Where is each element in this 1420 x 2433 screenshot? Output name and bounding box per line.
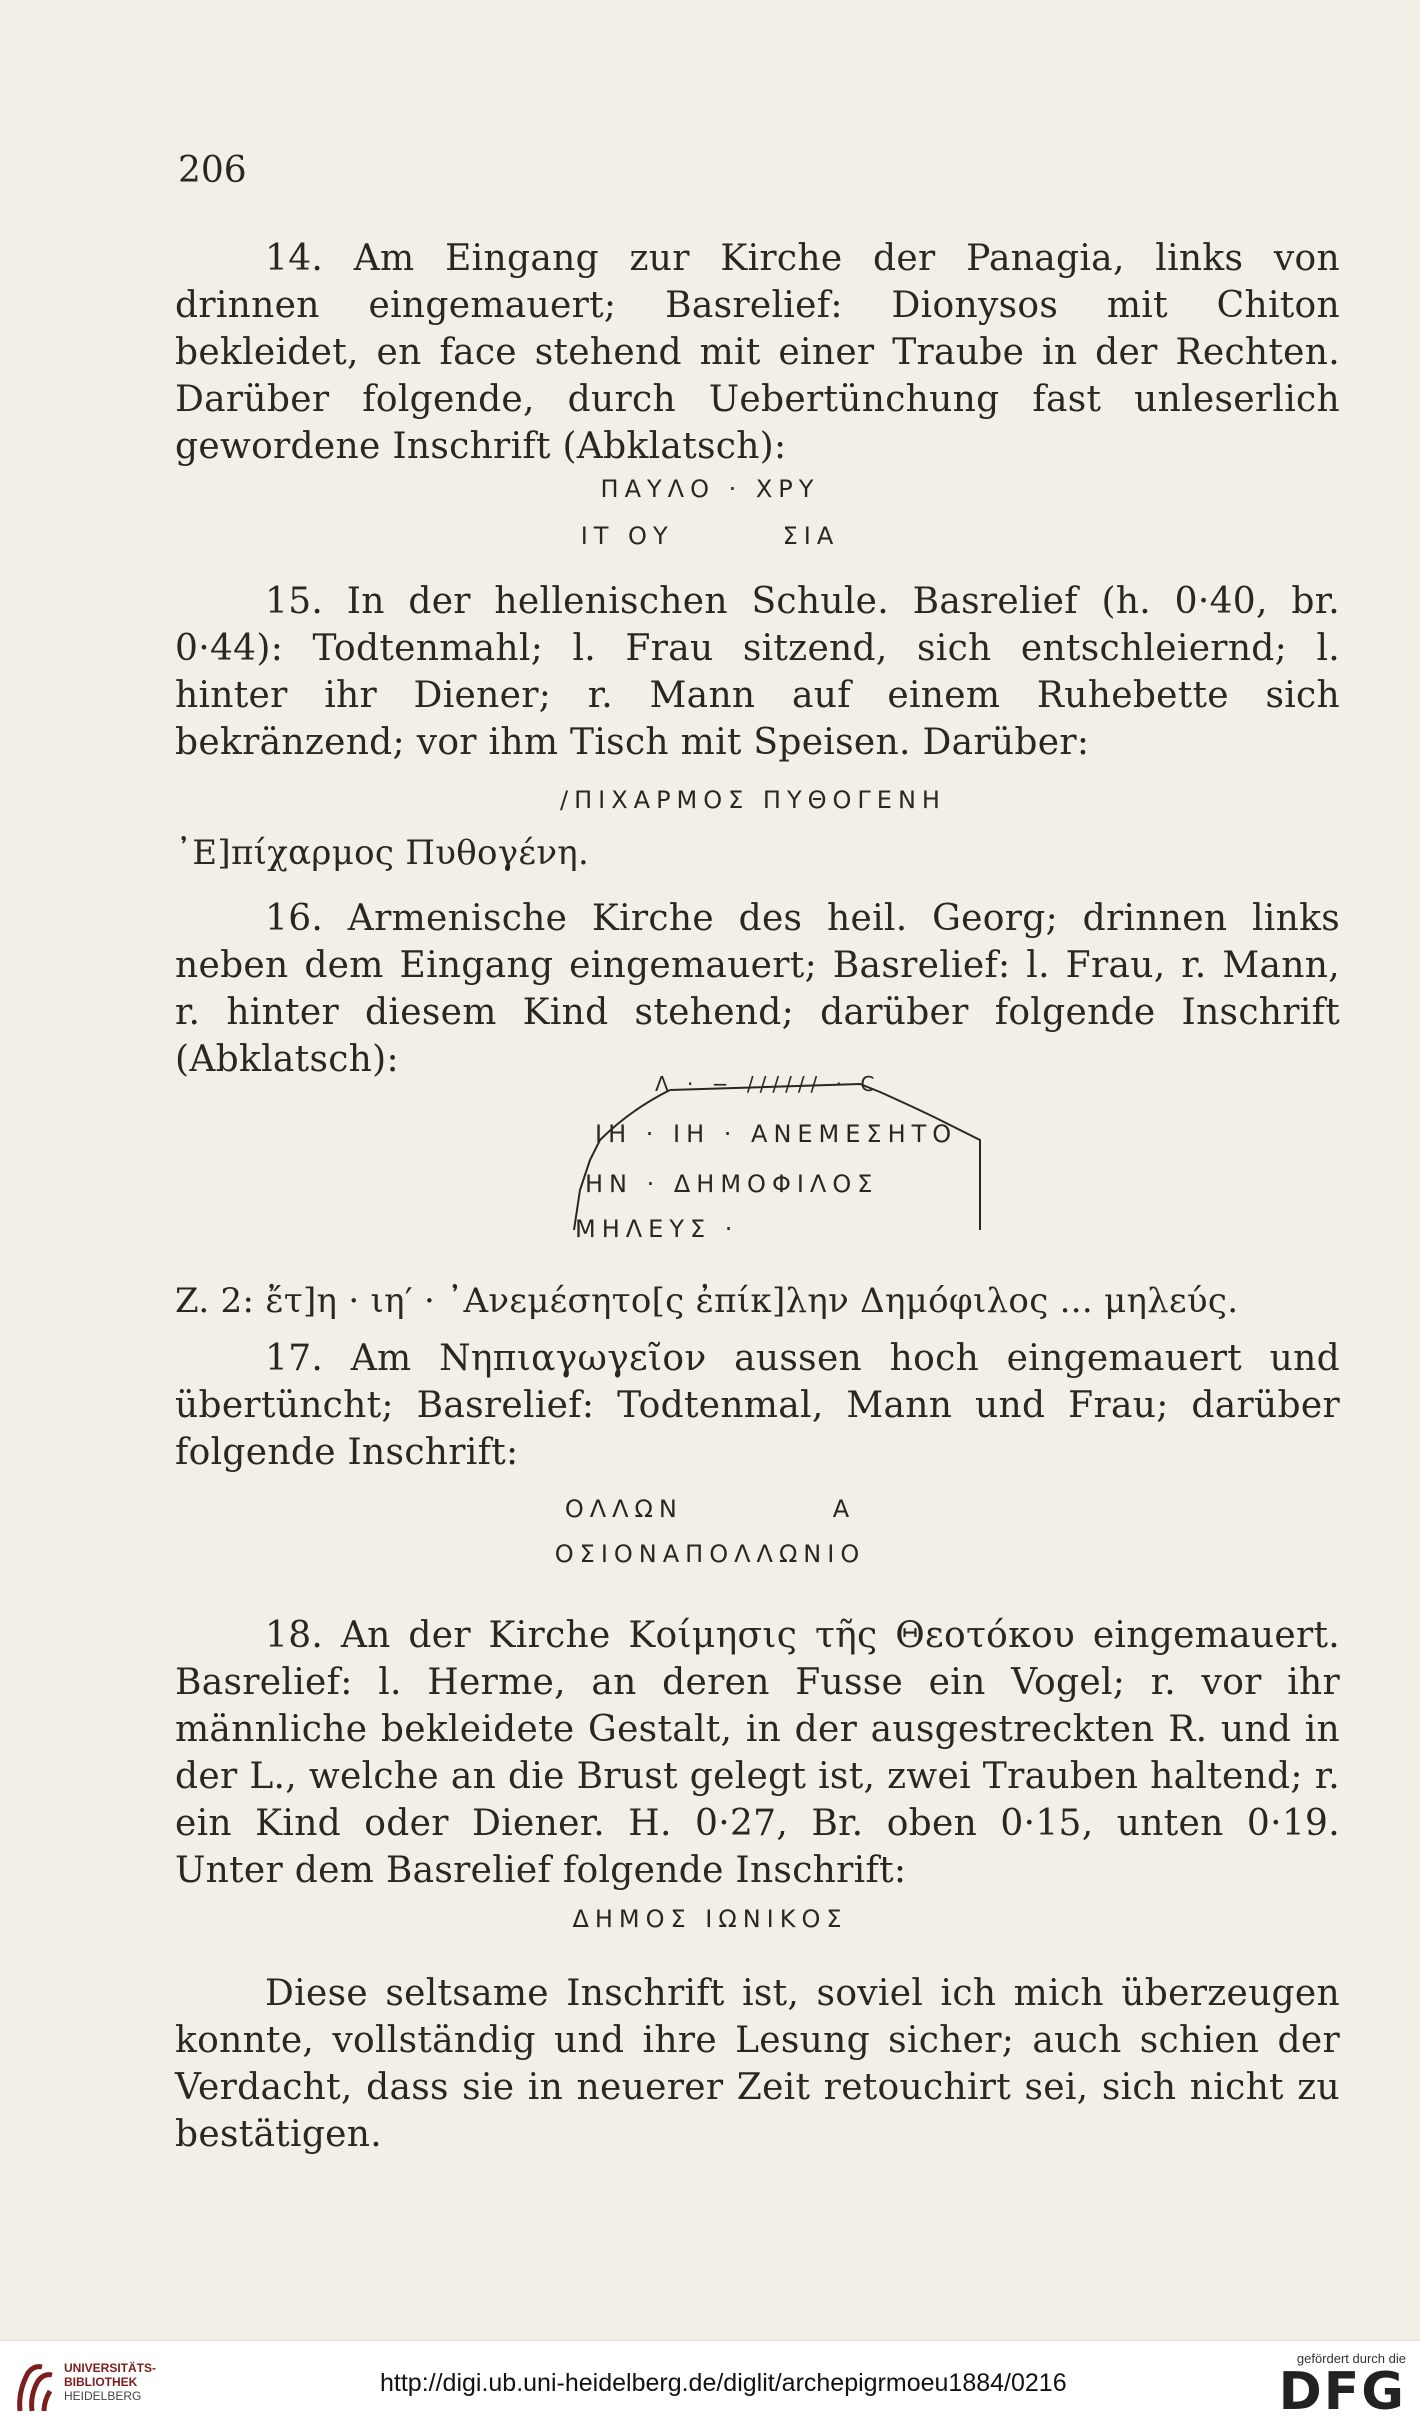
closing-remark-paragraph: Diese seltsame Inschrift ist, soviel ich mich überzeugen konnte, vollständig und ihre Lesung sicher; auch schien der Verdacht, dass sie in neuerer Zeit retouchirt sei, sich nicht zu bestätigen. (175, 1973, 1340, 2155)
closing-remark (175, 1970, 1340, 2158)
permalink-url[interactable]: http://digi.ub.uni-heidelberg.de/diglit/archepigrmoeu1884/0216 (380, 2369, 1067, 2397)
entry-14-paragraph: 14. Am Eingang zur Kirche der Panagia, links von drinnen eingemauert; Basrelief: Dionysos mit Chiton bekleidet, en face stehend mit einer Traube in der Rechten. Darüber folgende, durch Uebertünchung fast unleserlich gewordene Inschrift (Abklatsch): (175, 238, 1340, 467)
entry-16 (175, 895, 1340, 1083)
entry-17-inscription-line-2: ΟΣΙΟΝΑΠΟΛΛΩΝΙΟ (554, 1540, 866, 1568)
library-line-2: BIBLIOTHEK (64, 2375, 138, 2389)
entry-14 (175, 235, 1340, 470)
entry-18-paragraph: 18. An der Kirche Κοίμησις τῆς Θεοτόκου eingemauert. Basrelief: l. Herme, an deren Fusse ein Vogel; r. vor ihr männliche bekleidete Gestalt, in der ausgestreckten R. und in der L., welche an die Brust gelegt ist, zwei Trauben haltend; r. ein Kind oder Diener. H. 0·27, Br. oben 0·15, unten 0·19. Unter dem Basrelief folgende Inschrift: (175, 1615, 1340, 1891)
page-number: 206 (178, 150, 247, 191)
entry-16-inscription-line-3: ΗΝ · ΔΗΜΟΦΙΛΟΣ (585, 1170, 879, 1198)
funder-block[interactable] (1278, 2351, 1406, 2422)
entry-15 (175, 578, 1340, 766)
entry-15-reading: ᾽Ε]πίχαρμος Πυθογένη. (175, 833, 590, 873)
entry-14-inscription-line-1: ΠΑΥΛΟ · ΧΡΥ (600, 475, 820, 503)
entry-17-inscription-line-1: ΟΛΛΩΝ Α (564, 1495, 856, 1523)
entry-15-inscription: /ΠΙΧΑΡΜΟΣ ΠΥΘΟΓΕΝΗ (560, 786, 946, 814)
entry-17-paragraph: 17. Am Νηπιαγωγεῖον aussen hoch eingemauert und übertüncht; Basrelief: Todtenmal, Mann und Frau; darüber folgende Inschrift: (175, 1338, 1340, 1473)
library-line-1: UNIVERSITÄTS- (64, 2361, 157, 2375)
entry-18-inscription: ΔΗΜΟΣ ΙΩΝΙΚΟΣ (572, 1905, 848, 1933)
viewer-footer (0, 2340, 1420, 2433)
university-library-logo[interactable] (14, 2361, 156, 2415)
library-name (64, 2361, 156, 2403)
entry-15-paragraph: 15. In der hellenischen Schule. Basrelief (h. 0·40, br. 0·44): Todtenmahl; l. Frau sitzend, sich entschleiernd; l. hinter ihr Diener; r. Mann auf einem Ruhebette sich bekränzend; vor ihm Tisch mit Speisen. Darüber: (175, 581, 1340, 763)
entry-17 (175, 1335, 1340, 1476)
entry-16-inscription-line-2: ΙΗ · ΙΗ · ΑΝΕΜΕΣΗΤΟ (595, 1120, 958, 1148)
entry-16-paragraph: 16. Armenische Kirche des heil. Georg; drinnen links neben dem Eingang eingemauert; Basrelief: l. Frau, r. Mann, r. hinter diesem Kind stehend; darüber folgende Inschrift (Abklatsch): (175, 898, 1340, 1080)
funder-note: gefördert durch die (1296, 2351, 1406, 2366)
dfg-logo: DFG (1278, 2362, 1406, 2422)
library-seal-icon (14, 2361, 58, 2415)
entry-14-inscription-line-2: ΙΤ ΟΥ ΣΙΑ (580, 522, 840, 550)
entry-16-inscription-line-4: ΜΗΛΕΥΣ · (575, 1215, 739, 1243)
entry-18 (175, 1612, 1340, 1894)
library-line-3: HEIDELBERG (64, 2389, 142, 2403)
entry-16-inscription-line-1: Λ · − ////// · C (655, 1072, 881, 1096)
entry-16-reading: Z. 2: ἔτ]η · ιη′ · ᾽Ανεμέσητο[ς ἐπίκ]λην Δημόφιλος ... μηλεύς. (175, 1281, 1239, 1321)
